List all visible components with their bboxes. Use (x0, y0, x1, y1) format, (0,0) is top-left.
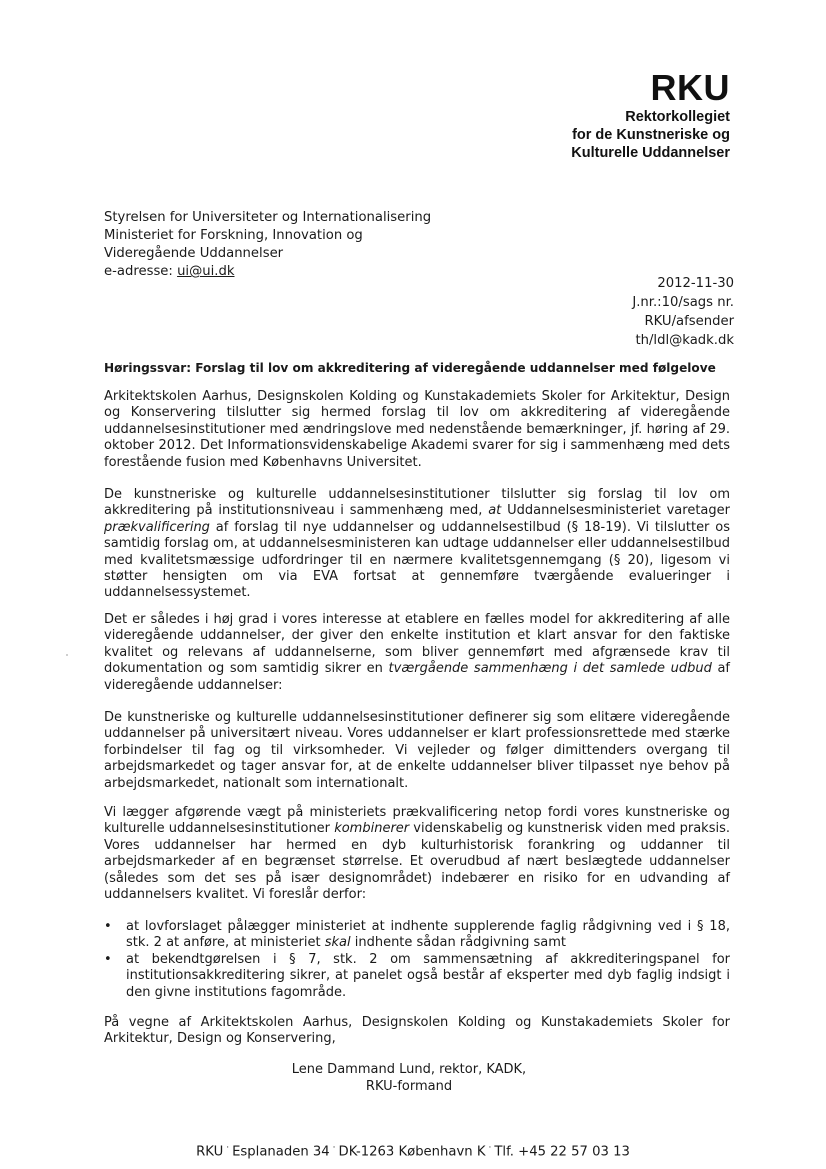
paragraph-1: Arkitektskolen Aarhus, Designskolen Kolding og Kunstakademiets Skoler for Arkitektur, Design og Konservering tilslutter sig hermed forslag til lov om akkreditering af videregående uddannelsesinstitutioner med ændringslove med nedenstående bemærkninger, jf. høring af 29. oktober 2012. Det Informationsvidenskabelige Akademi svarer for sig i sammenhæng med dets forestående fusion med Københavns Universitet. (104, 389, 730, 470)
sender-ref: RKU/afsender (644, 314, 734, 329)
list-item: • at lovforslaget pålægger ministeriet at indhente supplerende faglig rådgivning ved i § 18, stk. 2 at anføre, at ministeriet skal indhente sådan rådgivning samt (104, 919, 730, 951)
emphasis-skal: skal (324, 935, 351, 951)
footer-separator: · (226, 1143, 230, 1153)
signatory-role: RKU-formand (365, 1078, 453, 1094)
paragraph-5: Vi lægger afgørende vægt på ministeriets prækvalificering netop fordi vores kunstneriske og kulturelle uddannelsesinstitutioner kombinerer videnskabelig og kunstnerisk viden med praksis. Vores uddannelser har hermed en dyb kulturhistorisk forankring og uddanner til arbejdsmarkeder af en begrænset størrelse. Et overudbud af nært beslægtede uddannelser (således som det ses på især designområdet) indebærer en risiko for en udvanding af uddannelsers kvalitet. Vi foreslår derfor: (104, 805, 730, 903)
letter-meta (632, 274, 734, 350)
footer-separator: · (488, 1143, 492, 1153)
subject-heading: Høringssvar: Forslag til lov om akkreditering af videregående uddannelser med følgelove (104, 361, 716, 375)
closing-paragraph: På vegne af Arkitektskolen Aarhus, Designskolen Kolding og Kunstakademiets Skoler for Arkitektur, Design og Konservering, (104, 1015, 730, 1047)
email-label: e-adresse: (104, 264, 178, 279)
footer-city: DK-1263 København K (338, 1144, 486, 1160)
footer-org: RKU (196, 1144, 224, 1160)
recipient-email-line (104, 263, 431, 281)
footer-separator: · (332, 1143, 336, 1153)
recipient-address (104, 209, 431, 281)
letter-date: 2012-11-30 (657, 276, 734, 291)
bullet-marker: • (104, 919, 112, 934)
paragraph-2: De kunstneriske og kulturelle uddannelsesinstitutioner tilslutter sig forslag til lov om akkreditering på institutionsniveau i sammenhæng med, at Uddannelsesministeriet varetager prækvalificering af forslag til nye uddannelser og uddannelsestilbud (§ 18-19). Vi tilslutter os samtidig forslag om, at uddannelsesministeren kan udtage uddannelser eller uddannelsestilbud med kvalitetsmæssige udfordringer til en nærmere kvalitetsgennemgang (§ 20), ligesom vi støtter hensigten om via EVA fortsat at gennemføre tværgående evalueringer i uddannelsessystemet. (104, 487, 730, 601)
email-link[interactable]: ui@ui.dk (177, 264, 235, 279)
scan-speck (66, 654, 68, 656)
letter-footer (0, 1139, 826, 1161)
footer-phone: Tlf. +45 22 57 03 13 (494, 1144, 630, 1160)
letterhead-logo (571, 68, 730, 162)
list-item: • at bekendtgørelsen i § 7, stk. 2 om sammensætning af akkrediteringspanel for institutionsakkreditering sikrer, at panelet også består af eksperter med dyb faglig indsigt i den givne institutions fagområde. (104, 951, 730, 1000)
proposal-list (104, 919, 730, 1001)
org-name-line-3: Kulturelle Uddannelser (571, 145, 730, 161)
paragraph-3: Det er således i høj grad i vores interesse at etablere en fælles model for akkreditering af alle videregående uddannelser, der giver den enkelte institution et klart ansvar for den faktiske kvalitet og relevans af uddannelserne, som bliver gennemført med afgrænsede krav til dokumentation og som samtidig sikrer en tværgående sammenhæng i det samlede udbud af videregående uddannelser: (104, 612, 730, 693)
signatory-name: Lene Dammand Lund, rektor, KADK, (291, 1062, 527, 1077)
signature-block (104, 1062, 714, 1095)
logo-mark: RKU (650, 67, 730, 108)
recipient-line-2: Ministeriet for Forskning, Innovation og (104, 228, 363, 243)
org-name-line-2: for de Kunstneriske og (572, 127, 730, 143)
emphasis-kombinerer: kombinerer (334, 821, 410, 837)
emphasis-praekvalificering: prækvalificering (104, 519, 210, 535)
bullet-marker: • (104, 951, 112, 967)
emphasis-tvaergaaende: tværgående sammenhæng i det samlede udbud (388, 661, 712, 677)
recipient-line-3: Videregående Uddannelser (104, 246, 284, 261)
contact-email: th/ldl@kadk.dk (635, 333, 734, 348)
footer-address: Esplanaden 34 (232, 1144, 330, 1160)
emphasis-at: at (488, 503, 502, 519)
recipient-line-1: Styrelsen for Universiteter og Internationalisering (104, 210, 432, 225)
paragraph-4: De kunstneriske og kulturelle uddannelsesinstitutioner definerer sig som elitære videregående uddannelser på universitært niveau. Vores uddannelser er klart professionsrettede med stærke forbindelser til fag og til virksomheder. Vi vejleder og følger dimittenders overgang til arbejdsmarkedet og tager ansvar for, at de enkelte uddannelser bliver tilpasset nye behov på arbejdsmarkedet, nationalt som internationalt. (104, 710, 730, 791)
org-name-line-1: Rektorkollegiet (625, 109, 730, 125)
journal-number: J.nr.:10/sags nr. (632, 295, 734, 310)
